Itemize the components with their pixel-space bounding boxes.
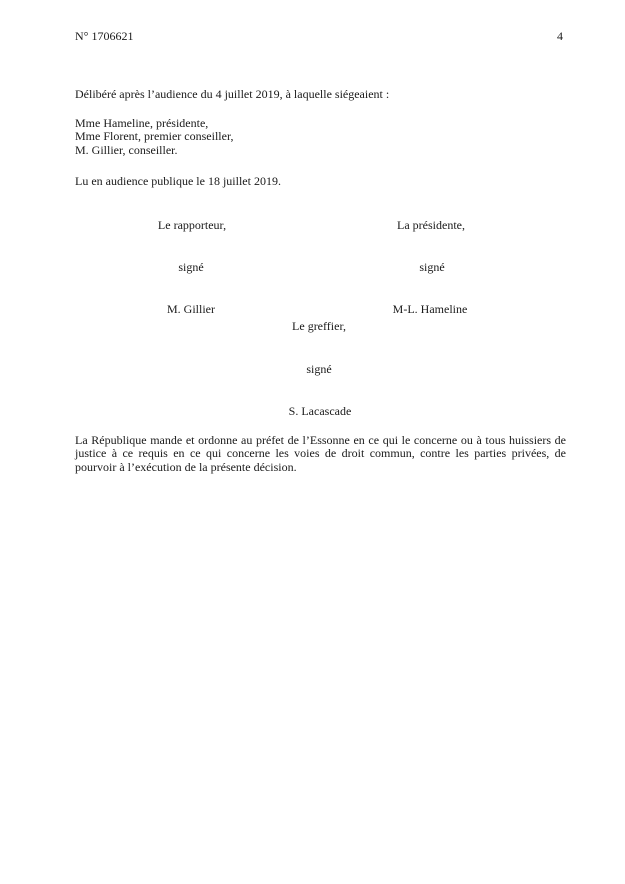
case-number: N° 1706621	[75, 29, 134, 43]
panel-member: M. Gillier, conseiller.	[75, 142, 178, 157]
page-number: 4	[557, 29, 563, 43]
deliberation-line: Délibéré après l’audience du 4 juillet 2019, à laquelle siégeaient :	[75, 87, 390, 101]
greffier-name: S. Lacascade	[288, 404, 352, 418]
panel-members-list	[75, 117, 233, 157]
rapporteur-role-label: Le rapporteur,	[157, 218, 227, 232]
greffier-signed-mention: signé	[306, 362, 332, 376]
public-reading-line: Lu en audience publique le 18 juillet 2019.	[75, 174, 281, 188]
rapporteur-name: M. Gillier	[167, 302, 215, 316]
panel-member: Mme Florent, premier conseiller,	[75, 129, 234, 144]
rapporteur-signed-mention: signé	[178, 260, 204, 274]
presidente-role-label: La présidente,	[397, 218, 465, 232]
presidente-signed-mention: signé	[419, 260, 445, 274]
greffier-role-label: Le greffier,	[292, 319, 346, 333]
execution-formula-paragraph: La République mande et ordonne au préfet de l’Essonne en ce qui le concerne ou à tous huissiers de justice à ce requis en ce qui concerne les voies de droit commun, contre les parties privées, de pourvoir à l’exécution de la présente décision.	[75, 433, 566, 474]
presidente-name: M-L. Hameline	[392, 302, 468, 316]
panel-member: Mme Hameline, présidente,	[75, 116, 209, 130]
